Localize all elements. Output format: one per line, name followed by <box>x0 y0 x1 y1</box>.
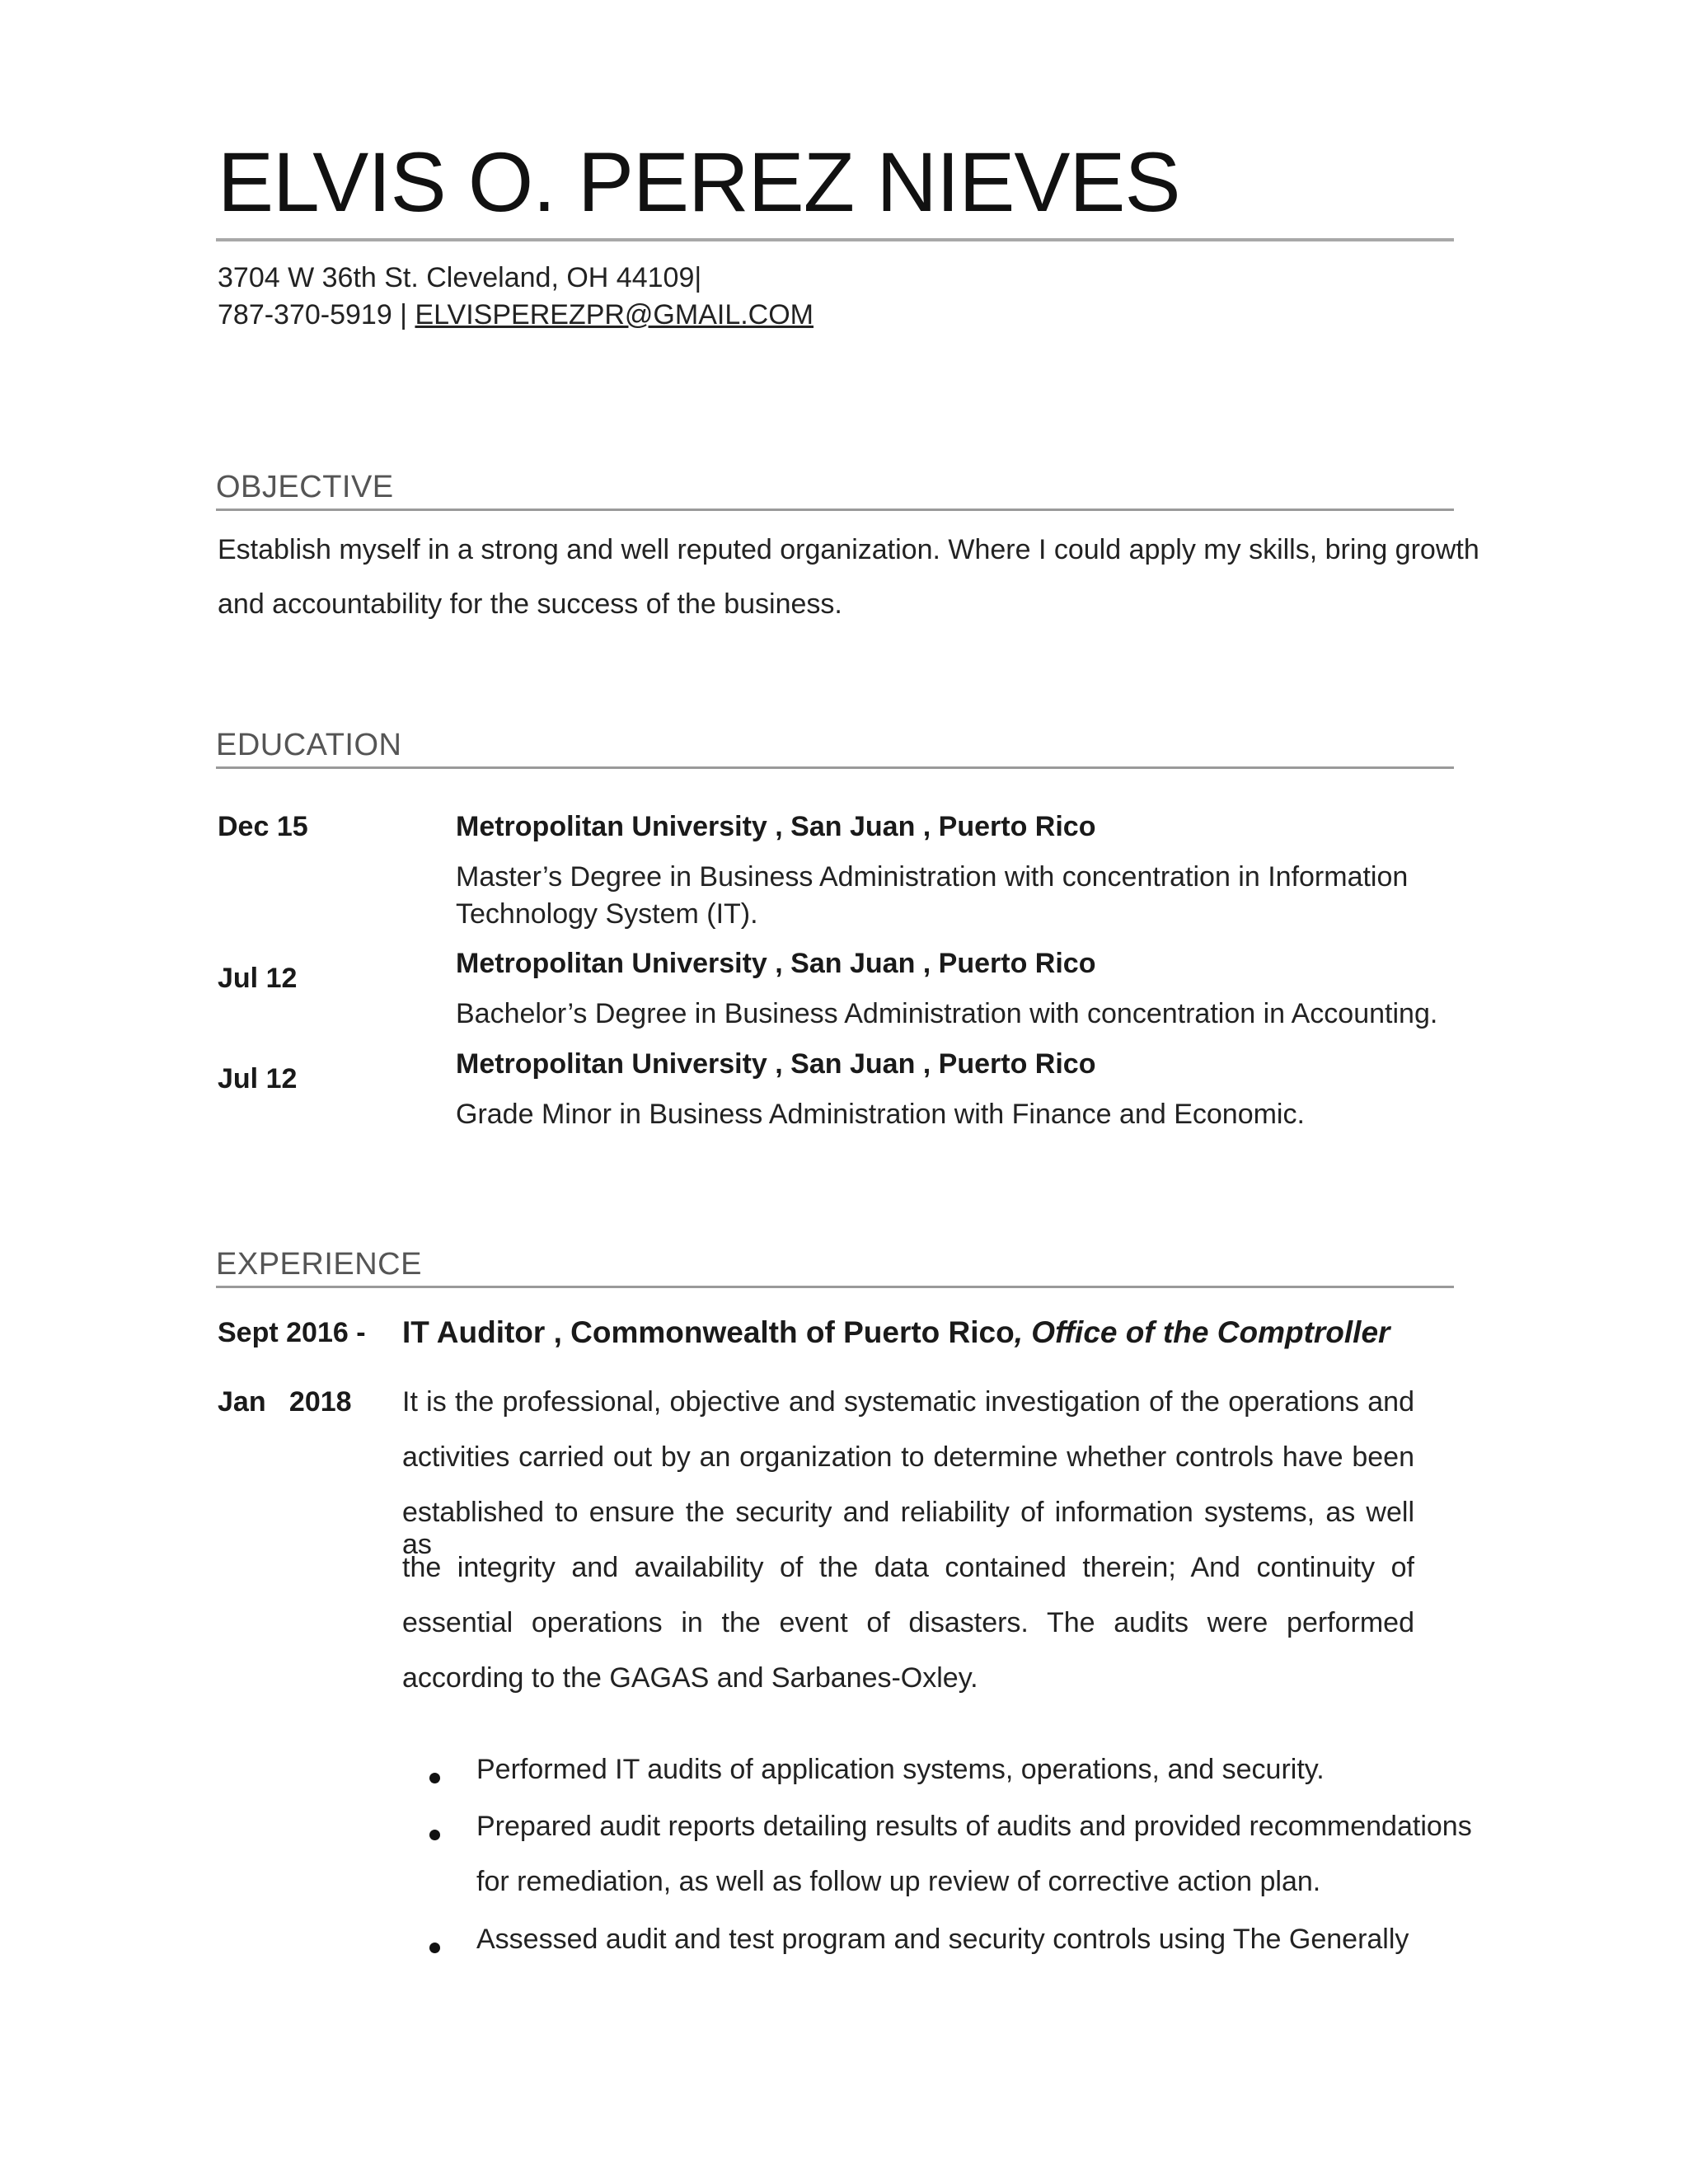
education-date: Jul 12 <box>218 963 298 994</box>
experience-date-start: Sept 2016 - <box>218 1317 366 1348</box>
objective-heading: OBJECTIVE <box>216 470 394 504</box>
education-degree-line: Technology System (IT). <box>456 898 758 930</box>
objective-divider <box>216 509 1454 511</box>
job-title-role: IT Auditor , Commonwealth of Puerto Rico <box>402 1315 1015 1349</box>
education-divider <box>216 766 1454 769</box>
education-degree-line: Master’s Degree in Business Administration with concentration in Information <box>456 861 1409 893</box>
education-date: Jul 12 <box>218 1063 298 1094</box>
education-school: Metropolitan University , San Juan , Puerto Rico <box>456 811 1096 842</box>
job-description-line: the integrity and availability of the data contained therein; And continuity of <box>402 1552 1414 1583</box>
job-title-org: , Office of the Comptroller <box>1014 1315 1390 1349</box>
job-title <box>402 1315 1390 1350</box>
job-description-line: activities carried out by an organization to determine whether controls have been <box>402 1441 1414 1473</box>
education-school: Metropolitan University , San Juan , Puerto Rico <box>456 1048 1096 1080</box>
experience-heading: EXPERIENCE <box>216 1247 422 1282</box>
header-divider <box>216 238 1454 241</box>
responsibility-line: Prepared audit reports detailing results of audits and provided recommendations <box>476 1811 1472 1842</box>
education-school: Metropolitan University , San Juan , Puerto Rico <box>456 948 1096 979</box>
job-description-line: It is the professional, objective and systematic investigation of the operations and <box>402 1386 1414 1418</box>
address-line: 3704 W 36th St. Cleveland, OH 44109| <box>218 262 702 293</box>
phone-email-line <box>218 299 814 331</box>
job-description-line: established to ensure the security and reliability of information systems, as well as <box>402 1497 1414 1560</box>
education-date: Dec 15 <box>218 811 308 842</box>
objective-line: and accountability for the success of the business. <box>218 588 842 620</box>
candidate-name: ELVIS O. PEREZ NIEVES <box>218 135 1180 229</box>
education-degree-line: Bachelor’s Degree in Business Administration with concentration in Accounting. <box>456 998 1438 1029</box>
responsibility-line: for remediation, as well as follow up review of corrective action plan. <box>476 1866 1321 1897</box>
responsibility-line: Assessed audit and test program and security controls using The Generally <box>476 1924 1409 1955</box>
bullet-icon <box>429 1830 440 1840</box>
bullet-icon <box>429 1773 440 1783</box>
email-link[interactable]: ELVISPEREZPR@GMAIL.COM <box>415 299 814 330</box>
education-heading: EDUCATION <box>216 728 402 762</box>
experience-divider <box>216 1286 1454 1288</box>
job-description-line: essential operations in the event of disasters. The audits were performed <box>402 1607 1414 1638</box>
responsibility-line: Performed IT audits of application systems, operations, and security. <box>476 1754 1325 1785</box>
experience-date-end: Jan 2018 <box>218 1386 352 1418</box>
phone-text: 787-370-5919 | <box>218 299 415 330</box>
job-description-line: according to the GAGAS and Sarbanes-Oxley. <box>402 1662 978 1694</box>
objective-line: Establish myself in a strong and well reputed organization. Where I could apply my skills, bring growth <box>218 534 1479 565</box>
bullet-icon <box>429 1943 440 1953</box>
education-degree-line: Grade Minor in Business Administration with Finance and Economic. <box>456 1099 1305 1130</box>
